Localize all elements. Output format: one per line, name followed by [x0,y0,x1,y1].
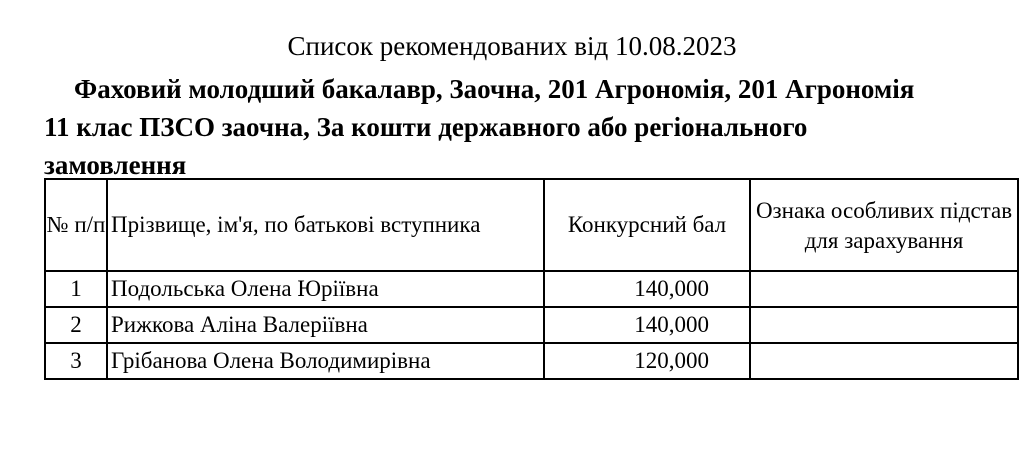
row-score: 140,000 [544,307,750,343]
row-number: 2 [45,307,107,343]
row-special-grounds [750,343,1018,379]
row-special-grounds [750,307,1018,343]
table-row [45,271,1018,307]
table-row [45,307,1018,343]
row-applicant-name: Грібанова Олена Володимирівна [107,343,544,379]
row-score: 120,000 [544,343,750,379]
header-applicant-name: Прізвище, ім'я, по батькові вступника [107,179,544,271]
recommended-list-table [44,178,1019,380]
row-applicant-name: Подольська Олена Юріївна [107,271,544,307]
table-header-row [45,179,1018,271]
row-applicant-name: Рижкова Аліна Валеріївна [107,307,544,343]
row-special-grounds [750,271,1018,307]
header-special-grounds: Ознака особливих підстав для зарахування [750,179,1018,271]
document-subtitle: Фаховий молодший бакалавр, Заочна, 201 Агрономія, 201 Агрономія 11 клас ПЗСО заочна, За кошти державного або регіонального замовлення [44,74,915,180]
document-title: Список рекомендованих від 10.08.2023 [287,31,737,61]
header-competitive-score: Конкурсний бал [544,179,750,271]
row-number: 3 [45,343,107,379]
row-number: 1 [45,271,107,307]
table-row [45,343,1018,379]
header-number: № п/п [45,179,107,271]
row-score: 140,000 [544,271,750,307]
